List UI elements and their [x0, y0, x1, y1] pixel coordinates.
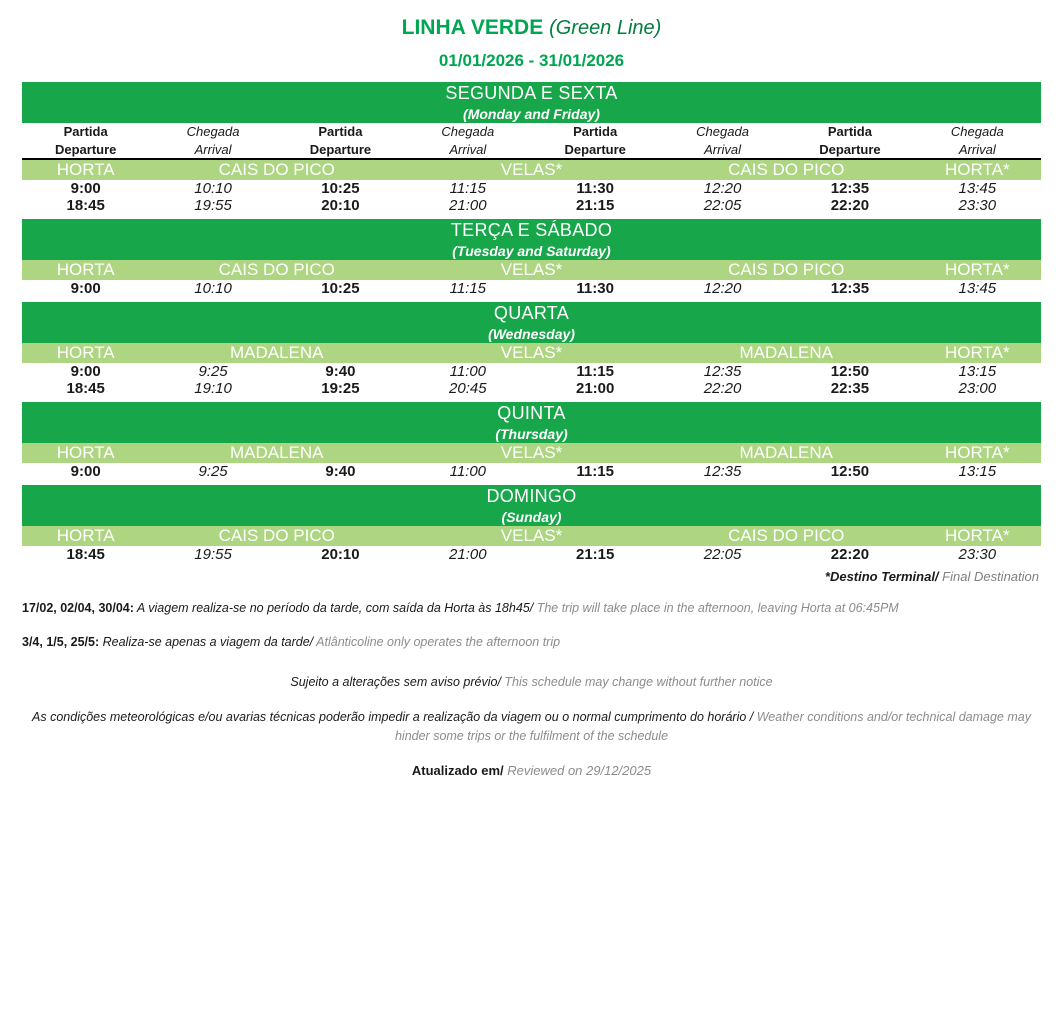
- port-cell: HORTA*: [914, 526, 1041, 546]
- column-header-cell: [149, 123, 276, 159]
- time-cell: 11:00: [449, 463, 487, 481]
- port-cell: VELAS*: [404, 260, 659, 280]
- day-band: [22, 82, 1041, 123]
- footnote-3-en: This schedule may change without further notice: [500, 675, 773, 690]
- time-cell: 21:00: [449, 197, 487, 215]
- port-cell: CAIS DO PICO: [149, 260, 404, 280]
- time-cell: 12:20: [703, 280, 742, 298]
- updated-value: Reviewed on 29/12/2025: [503, 763, 652, 779]
- time-cell: 19:25: [321, 380, 360, 398]
- port-row: [22, 443, 1041, 463]
- port-row: [22, 343, 1041, 363]
- day-band-row: [22, 302, 1041, 343]
- time-cell: 10:25: [321, 280, 360, 298]
- day-band: [22, 402, 1041, 443]
- footnote-dates-afternoon: [22, 600, 1041, 618]
- time-cell: 11:30: [576, 180, 614, 198]
- time-cell: 11:15: [449, 280, 487, 298]
- time-cell: 13:45: [958, 280, 997, 298]
- col-head-pt: Chegada: [186, 124, 240, 140]
- day-band-pt: SEGUNDA E SEXTA: [445, 83, 618, 104]
- col-head-pt: Chegada: [441, 124, 495, 140]
- last-updated: [22, 763, 1041, 778]
- footnote-1-en: The trip will take place in the afternoon, leaving Horta at 06:45PM: [533, 601, 899, 616]
- time-cell: 12:35: [830, 180, 870, 198]
- time-cell: 9:00: [70, 280, 101, 298]
- col-head-pt: Partida: [827, 124, 872, 140]
- port-cell: HORTA*: [914, 443, 1041, 463]
- footnote-3-pt: Sujeito a alterações sem aviso prévio/: [290, 675, 501, 690]
- terminal-destination-note: [22, 569, 1041, 584]
- column-header-cell: [914, 123, 1041, 159]
- column-header-cell: [659, 123, 786, 159]
- time-cell: 9:25: [198, 363, 228, 381]
- port-cell: HORTA: [22, 526, 149, 546]
- time-cell: 22:35: [830, 380, 870, 398]
- col-head-en: Departure: [564, 141, 626, 157]
- col-head-pt: Partida: [573, 124, 618, 140]
- page-title-pt: LINHA VERDE: [401, 16, 544, 39]
- col-head-pt: Partida: [63, 124, 108, 140]
- port-cell: CAIS DO PICO: [149, 526, 404, 546]
- time-cell: 9:00: [70, 363, 101, 381]
- time-cell: 19:55: [194, 197, 232, 215]
- time-cell: 19:10: [194, 380, 232, 398]
- day-band-row: [22, 82, 1041, 123]
- port-cell: HORTA: [22, 260, 149, 280]
- day-band-pt: TERÇA E SÁBADO: [450, 220, 613, 241]
- port-cell: MADALENA: [149, 343, 404, 363]
- port-cell: MADALENA: [149, 443, 404, 463]
- column-header-cell: [277, 123, 404, 159]
- port-cell: MADALENA: [659, 443, 914, 463]
- column-header-cell: [532, 123, 659, 159]
- col-head-en: Departure: [54, 141, 117, 157]
- time-cell: 18:45: [66, 546, 105, 564]
- col-head-en: Departure: [819, 141, 881, 157]
- port-cell: CAIS DO PICO: [659, 260, 914, 280]
- time-cell: 12:35: [703, 463, 742, 481]
- col-head-en: Arrival: [704, 141, 741, 157]
- port-row: [22, 159, 1041, 180]
- day-band-row: [22, 402, 1041, 443]
- time-cell: 23:30: [958, 197, 997, 215]
- col-head-pt: Chegada: [696, 124, 749, 140]
- table-row: [22, 180, 1041, 197]
- time-cell: 12:35: [703, 363, 742, 381]
- col-head-en: Arrival: [194, 141, 232, 157]
- day-band: [22, 485, 1041, 526]
- time-cell: 22:20: [830, 197, 870, 215]
- day-band: [22, 302, 1041, 343]
- time-cell: 11:15: [449, 180, 487, 198]
- footnote-2-en: Atlânticoline only operates the afternoon trip: [313, 634, 561, 649]
- time-cell: 13:45: [958, 180, 997, 198]
- time-cell: 13:15: [958, 463, 997, 481]
- time-cell: 9:00: [70, 463, 101, 481]
- time-cell: 21:00: [449, 546, 487, 564]
- port-cell: VELAS*: [404, 343, 659, 363]
- day-band-en: (Thursday): [495, 425, 568, 442]
- time-cell: 21:00: [576, 380, 615, 398]
- port-cell: HORTA*: [914, 260, 1041, 280]
- column-header-cell: [786, 123, 913, 159]
- port-cell: VELAS*: [404, 526, 659, 546]
- date-range: 01/01/2026 - 31/01/2026: [438, 51, 625, 71]
- day-band-en: (Tuesday and Saturday): [452, 242, 611, 259]
- time-cell: 23:00: [958, 380, 997, 398]
- column-header-row: [22, 123, 1041, 159]
- day-band-pt: DOMINGO: [486, 486, 577, 507]
- day-band-row: [22, 219, 1041, 260]
- time-cell: 11:15: [576, 463, 614, 481]
- time-cell: 11:30: [576, 280, 614, 298]
- day-band-pt: QUINTA: [497, 403, 566, 424]
- time-cell: 22:05: [703, 546, 742, 564]
- time-cell: 12:20: [703, 180, 742, 198]
- page-title: [22, 0, 1041, 39]
- time-cell: 20:10: [321, 197, 360, 215]
- time-cell: 19:55: [194, 546, 232, 564]
- time-cell: 12:35: [830, 280, 870, 298]
- table-row: [22, 197, 1041, 214]
- day-band-en: (Wednesday): [488, 325, 575, 342]
- table-row: [22, 463, 1041, 480]
- time-cell: 13:15: [958, 363, 997, 381]
- time-cell: 23:30: [958, 546, 997, 564]
- footnote-weather: [22, 708, 1041, 746]
- footnote-afternoon-only: [22, 634, 1041, 652]
- time-cell: 18:45: [66, 197, 105, 215]
- time-cell: 9:25: [198, 463, 228, 481]
- time-cell: 20:10: [321, 546, 360, 564]
- port-cell: MADALENA: [659, 343, 914, 363]
- column-header-cell: [22, 123, 149, 159]
- footnote-2-dates: 3/4, 1/5, 25/5:: [22, 634, 100, 649]
- time-cell: 10:10: [194, 280, 232, 298]
- table-row: [22, 363, 1041, 380]
- col-head-en: Arrival: [449, 141, 487, 157]
- time-cell: 11:15: [576, 363, 614, 381]
- time-cell: 10:25: [321, 180, 360, 198]
- col-head-en: Arrival: [958, 141, 996, 157]
- footnote-subject-to-change: [22, 673, 1041, 692]
- port-row: [22, 260, 1041, 280]
- table-row: [22, 546, 1041, 563]
- terminal-note-pt: *Destino Terminal/: [824, 569, 939, 585]
- time-cell: 9:40: [325, 363, 356, 381]
- time-cell: 10:10: [194, 180, 232, 198]
- time-cell: 12:50: [830, 463, 870, 481]
- time-cell: 9:40: [325, 463, 356, 481]
- time-cell: 21:15: [576, 197, 615, 215]
- day-band-row: [22, 485, 1041, 526]
- port-cell: HORTA*: [914, 159, 1041, 180]
- time-cell: 11:00: [449, 363, 487, 381]
- time-cell: 12:50: [830, 363, 870, 381]
- day-band-en: (Monday and Friday): [463, 105, 600, 122]
- table-row: [22, 380, 1041, 397]
- day-band: [22, 219, 1041, 260]
- port-cell: VELAS*: [404, 443, 659, 463]
- footnote-1-pt: A viagem realiza-se no período da tarde, com saída da Horta às 18h45/: [133, 601, 534, 616]
- time-cell: 9:00: [70, 180, 101, 198]
- port-cell: VELAS*: [404, 159, 659, 180]
- time-cell: 22:20: [830, 546, 870, 564]
- time-cell: 22:05: [703, 197, 742, 215]
- port-cell: HORTA: [22, 443, 149, 463]
- updated-label: Atualizado em/: [411, 763, 504, 779]
- time-cell: 22:20: [703, 380, 742, 398]
- port-cell: CAIS DO PICO: [659, 526, 914, 546]
- page-title-en: (Green Line): [549, 17, 662, 39]
- time-cell: 20:45: [449, 380, 487, 398]
- footnote-4-pt: As condições meteorológicas e/ou avarias técnicas poderão impedir a realização da viagem ou o normal cumprimento do horário /: [32, 709, 754, 724]
- port-row: [22, 526, 1041, 546]
- day-band-pt: QUARTA: [493, 303, 570, 324]
- column-header-cell: [404, 123, 531, 159]
- col-head-pt: Partida: [318, 124, 363, 140]
- table-row: [22, 280, 1041, 297]
- port-cell: HORTA: [22, 343, 149, 363]
- port-cell: CAIS DO PICO: [659, 159, 914, 180]
- footnote-4-en: Weather conditions and/or technical damage may hinder some trips or the fulfilment of the schedule: [394, 709, 1031, 743]
- footnote-1-dates: 17/02, 02/04, 30/04:: [22, 601, 134, 616]
- col-head-en: Departure: [309, 141, 372, 157]
- terminal-note-en: Final Destination: [938, 569, 1039, 585]
- time-cell: 18:45: [66, 380, 105, 398]
- time-cell: 21:15: [576, 546, 615, 564]
- day-band-en: (Sunday): [501, 508, 562, 525]
- port-cell: CAIS DO PICO: [149, 159, 404, 180]
- col-head-pt: Chegada: [950, 124, 1004, 140]
- port-cell: HORTA*: [914, 343, 1041, 363]
- footnote-2-pt: Realiza-se apenas a viagem da tarde/: [99, 634, 314, 649]
- port-cell: HORTA: [22, 159, 149, 180]
- schedule-table: [22, 82, 1041, 563]
